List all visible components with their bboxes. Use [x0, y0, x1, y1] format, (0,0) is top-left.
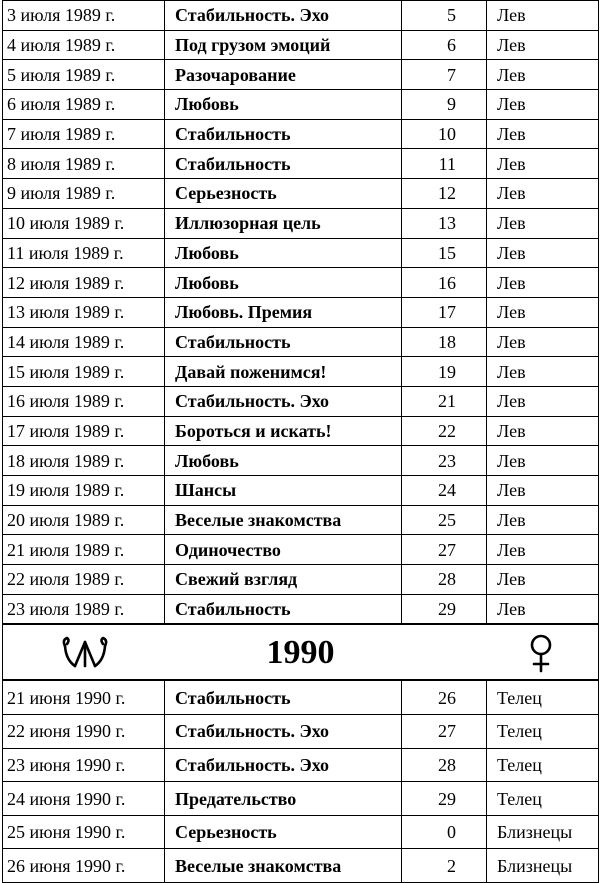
date-cell: 6 июля 1989 г. — [3, 90, 165, 120]
date-cell: 23 июня 1990 г. — [3, 748, 165, 782]
table-row — [3, 535, 599, 565]
table-row — [3, 238, 599, 268]
schedule-table — [2, 0, 599, 883]
date-cell: 18 июля 1989 г. — [3, 446, 165, 476]
table-row — [3, 849, 599, 883]
date-cell: 23 июля 1989 г. — [3, 594, 165, 624]
number-cell: 28 — [402, 565, 487, 595]
table-body-1989 — [3, 1, 599, 625]
number-cell: 29 — [402, 594, 487, 624]
date-cell: 9 июля 1989 г. — [3, 179, 165, 209]
number-cell: 17 — [402, 297, 487, 327]
title-cell: Давай поженимся! — [165, 357, 402, 387]
title-cell: Свежий взгляд — [165, 565, 402, 595]
date-cell: 26 июня 1990 г. — [3, 849, 165, 883]
zodiac-sign-cell: Телец — [487, 748, 599, 782]
title-cell: Веселые знакомства — [165, 849, 402, 883]
table-row — [3, 60, 599, 90]
number-cell: 27 — [402, 535, 487, 565]
number-cell: 10 — [402, 119, 487, 149]
date-cell: 21 июля 1989 г. — [3, 535, 165, 565]
title-cell: Одиночество — [165, 535, 402, 565]
number-cell: 27 — [402, 715, 487, 749]
title-cell: Под грузом эмоций — [165, 30, 402, 60]
title-cell: Стабильность — [165, 119, 402, 149]
zodiac-sign-cell: Лев — [487, 208, 599, 238]
zodiac-sign-cell: Лев — [487, 386, 599, 416]
title-cell: Стабильность — [165, 149, 402, 179]
table-row — [3, 565, 599, 595]
year-header-cell — [3, 624, 599, 680]
number-cell: 13 — [402, 208, 487, 238]
number-cell: 0 — [402, 815, 487, 849]
table-row — [3, 119, 599, 149]
title-cell: Иллюзорная цель — [165, 208, 402, 238]
table-row — [3, 179, 599, 209]
date-cell: 7 июля 1989 г. — [3, 119, 165, 149]
date-cell: 14 июля 1989 г. — [3, 327, 165, 357]
date-cell: 12 июля 1989 г. — [3, 268, 165, 298]
number-cell: 6 — [402, 30, 487, 60]
number-cell: 12 — [402, 179, 487, 209]
number-cell: 26 — [402, 680, 487, 714]
table-row — [3, 90, 599, 120]
zodiac-sign-cell: Лев — [487, 505, 599, 535]
table-row — [3, 476, 599, 506]
zodiac-sign-cell: Лев — [487, 90, 599, 120]
table-row — [3, 297, 599, 327]
date-cell: 11 июля 1989 г. — [3, 238, 165, 268]
table-row — [3, 208, 599, 238]
zodiac-sign-cell: Лев — [487, 238, 599, 268]
zodiac-sign-cell: Близнецы — [487, 815, 599, 849]
zodiac-sign-cell: Лев — [487, 268, 599, 298]
table-row — [3, 680, 599, 714]
number-cell: 28 — [402, 748, 487, 782]
zodiac-sign-cell: Лев — [487, 327, 599, 357]
date-cell: 25 июня 1990 г. — [3, 815, 165, 849]
year-header-row — [3, 624, 599, 680]
zodiac-sign-cell: Лев — [487, 60, 599, 90]
number-cell: 7 — [402, 60, 487, 90]
title-cell: Веселые знакомства — [165, 505, 402, 535]
zodiac-sign-cell: Телец — [487, 715, 599, 749]
table-row — [3, 594, 599, 624]
title-cell: Любовь — [165, 268, 402, 298]
zodiac-sign-cell: Лев — [487, 357, 599, 387]
zodiac-sign-cell: Лев — [487, 179, 599, 209]
zodiac-sign-cell: Лев — [487, 149, 599, 179]
number-cell: 16 — [402, 268, 487, 298]
date-cell: 22 июня 1990 г. — [3, 715, 165, 749]
zodiac-sign-cell: Лев — [487, 30, 599, 60]
table-row — [3, 815, 599, 849]
zodiac-sign-cell: Лев — [487, 297, 599, 327]
table-row — [3, 416, 599, 446]
table-row — [3, 149, 599, 179]
zodiac-sign-cell: Лев — [487, 416, 599, 446]
table-row — [3, 715, 599, 749]
zodiac-sign-cell: Лев — [487, 119, 599, 149]
zodiac-sign-cell: Лев — [487, 476, 599, 506]
title-cell: Любовь — [165, 238, 402, 268]
year-header-section — [3, 624, 599, 680]
date-cell: 21 июня 1990 г. — [3, 680, 165, 714]
title-cell: Любовь — [165, 90, 402, 120]
number-cell: 22 — [402, 416, 487, 446]
venus-icon — [525, 633, 557, 673]
zodiac-sign-cell: Телец — [487, 680, 599, 714]
date-cell: 13 июля 1989 г. — [3, 297, 165, 327]
number-cell: 11 — [402, 149, 487, 179]
title-cell: Любовь — [165, 446, 402, 476]
year-label: 1990 — [266, 634, 335, 672]
title-cell: Стабильность. Эхо — [165, 748, 402, 782]
date-cell: 16 июля 1989 г. — [3, 386, 165, 416]
date-cell: 19 июля 1989 г. — [3, 476, 165, 506]
title-cell: Стабильность — [165, 594, 402, 624]
zodiac-sign-cell: Телец — [487, 782, 599, 816]
title-cell: Стабильность. Эхо — [165, 1, 402, 31]
number-cell: 23 — [402, 446, 487, 476]
table-row — [3, 505, 599, 535]
date-cell: 3 июля 1989 г. — [3, 1, 165, 31]
zodiac-sign-cell: Лев — [487, 446, 599, 476]
title-cell: Стабильность. Эхо — [165, 715, 402, 749]
title-cell: Серьезность — [165, 815, 402, 849]
title-cell: Предательство — [165, 782, 402, 816]
date-cell: 17 июля 1989 г. — [3, 416, 165, 446]
date-cell: 10 июля 1989 г. — [3, 208, 165, 238]
table-row — [3, 357, 599, 387]
date-cell: 24 июня 1990 г. — [3, 782, 165, 816]
title-cell: Стабильность — [165, 327, 402, 357]
table-row — [3, 268, 599, 298]
date-cell: 22 июля 1989 г. — [3, 565, 165, 595]
zodiac-sign-cell: Лев — [487, 535, 599, 565]
number-cell: 19 — [402, 357, 487, 387]
number-cell: 5 — [402, 1, 487, 31]
number-cell: 21 — [402, 386, 487, 416]
title-cell: Любовь. Премия — [165, 297, 402, 327]
date-cell: 4 июля 1989 г. — [3, 30, 165, 60]
table-row — [3, 446, 599, 476]
table-row — [3, 30, 599, 60]
date-cell: 5 июля 1989 г. — [3, 60, 165, 90]
number-cell: 9 — [402, 90, 487, 120]
number-cell: 24 — [402, 476, 487, 506]
title-cell: Разочарование — [165, 60, 402, 90]
title-cell: Серьезность — [165, 179, 402, 209]
title-cell: Бороться и искать! — [165, 416, 402, 446]
title-cell: Шансы — [165, 476, 402, 506]
zodiac-sign-cell: Лев — [487, 565, 599, 595]
zodiac-sign-cell: Лев — [487, 1, 599, 31]
number-cell: 2 — [402, 849, 487, 883]
date-cell: 8 июля 1989 г. — [3, 149, 165, 179]
table-body-1990 — [3, 680, 599, 882]
table-row — [3, 782, 599, 816]
table-row — [3, 386, 599, 416]
date-cell: 15 июля 1989 г. — [3, 357, 165, 387]
table-row — [3, 748, 599, 782]
number-cell: 25 — [402, 505, 487, 535]
table-row — [3, 327, 599, 357]
number-cell: 15 — [402, 238, 487, 268]
number-cell: 18 — [402, 327, 487, 357]
title-cell: Стабильность — [165, 680, 402, 714]
title-cell: Стабильность. Эхо — [165, 386, 402, 416]
date-cell: 20 июля 1989 г. — [3, 505, 165, 535]
zodiac-sign-cell: Близнецы — [487, 849, 599, 883]
zodiac-sign-cell: Лев — [487, 594, 599, 624]
number-cell: 29 — [402, 782, 487, 816]
table-row — [3, 1, 599, 31]
